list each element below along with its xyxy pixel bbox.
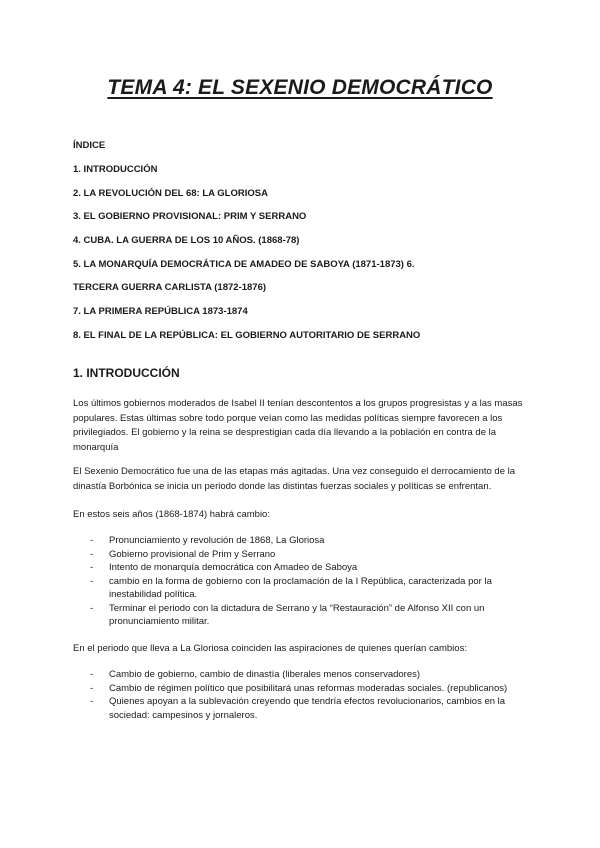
toc-item: 7. LA PRIMERA REPÚBLICA 1873-1874: [73, 306, 248, 318]
toc-item: 2. LA REVOLUCIÓN DEL 68: LA GLORIOSA: [73, 187, 268, 199]
list-item-text: Cambio de régimen político que posibilitará unas reformas moderadas sociales. (republicanos): [109, 682, 508, 694]
dash-bullet: -: [90, 548, 94, 560]
list-item-text: cambio en la forma de gobierno con la proclamación de la I República, caracterizada por la inestabilidad política.: [109, 575, 492, 600]
section-heading: 1. INTRODUCCIÓN: [73, 366, 180, 380]
dash-bullet: -: [90, 696, 94, 707]
list-item: [90, 695, 530, 722]
page-title: TEMA 4: EL SEXENIO DEMOCRÁTICO: [107, 76, 493, 99]
list-item: [90, 602, 530, 629]
paragraph: Los últimos gobiernos moderados de Isabel II tenían descontentos a los grupos progresistas y a las masas populares. Estas últimas sobre todo porque veían como las medidas políticas siempre favorecen a los privilegiados. El gobierno y la reina se desprestigian cada día llevando a la población en contra de la monarquía: [73, 398, 523, 453]
list-item-text: Pronunciamiento y revolución de 1868, La Gloriosa: [109, 535, 325, 546]
dash-bullet: -: [90, 575, 94, 587]
list-item: [90, 575, 530, 602]
list-item: [90, 548, 530, 562]
dash-bullet: -: [90, 535, 94, 546]
list-item: [90, 682, 530, 696]
toc-item: 1. INTRODUCCIÓN: [73, 164, 158, 175]
aspirations-list: [90, 668, 530, 722]
list-item-text: Terminar el periodo con la dictadura de Serrano y la “Restauración” de Alfonso XII con un pronunciamiento militar.: [109, 602, 485, 627]
list-item-text: Intento de monarquía democrática con Amadeo de Saboya: [109, 562, 358, 573]
dash-bullet: -: [90, 602, 94, 614]
paragraph: En el periodo que lleva a La Gloriosa coinciden las aspiraciones de quienes querían cambios:: [73, 643, 467, 654]
list-item-text: Gobierno provisional de Prim y Serrano: [109, 548, 276, 560]
list-item: [90, 561, 530, 575]
list-item: [90, 668, 530, 682]
list-item: [90, 534, 530, 548]
paragraph: El Sexenio Democrático fue una de las etapas más agitadas. Una vez conseguido el derrocamiento de la dinastía Borbónica se inicia un periodo donde las distintas fuerzas sociales y políticas se enfrentan.: [73, 466, 516, 492]
toc-item: TERCERA GUERRA CARLISTA (1872-1876): [73, 282, 267, 294]
dash-bullet: -: [90, 682, 94, 694]
table-of-contents: [73, 140, 543, 354]
list-item-text: Quienes apoyan a la sublevación creyendo que tendría efectos revolucionarios, cambios en la sociedad: campesinos y jornaleros.: [109, 696, 506, 721]
paragraph: En estos seis años (1868-1874) habrá cambio:: [73, 509, 270, 520]
toc-item: 4. CUBA. LA GUERRA DE LOS 10 AÑOS. (1868-78): [73, 235, 300, 247]
toc-heading: ÍNDICE: [73, 140, 106, 151]
toc-item: 5. LA MONARQUÍA DEMOCRÁTICA DE AMADEO DE SABOYA (1871-1873) 6.: [73, 258, 415, 270]
dash-bullet: -: [90, 562, 94, 573]
toc-item: 8. EL FINAL DE LA REPÚBLICA: EL GOBIERNO AUTORITARIO DE SERRANO: [73, 329, 421, 341]
toc-item: 3. EL GOBIERNO PROVISIONAL: PRIM Y SERRANO: [73, 211, 307, 223]
dash-bullet: -: [90, 669, 94, 680]
change-list: [90, 534, 530, 629]
list-item-text: Cambio de gobierno, cambio de dinastía (liberales menos conservadores): [109, 669, 421, 680]
